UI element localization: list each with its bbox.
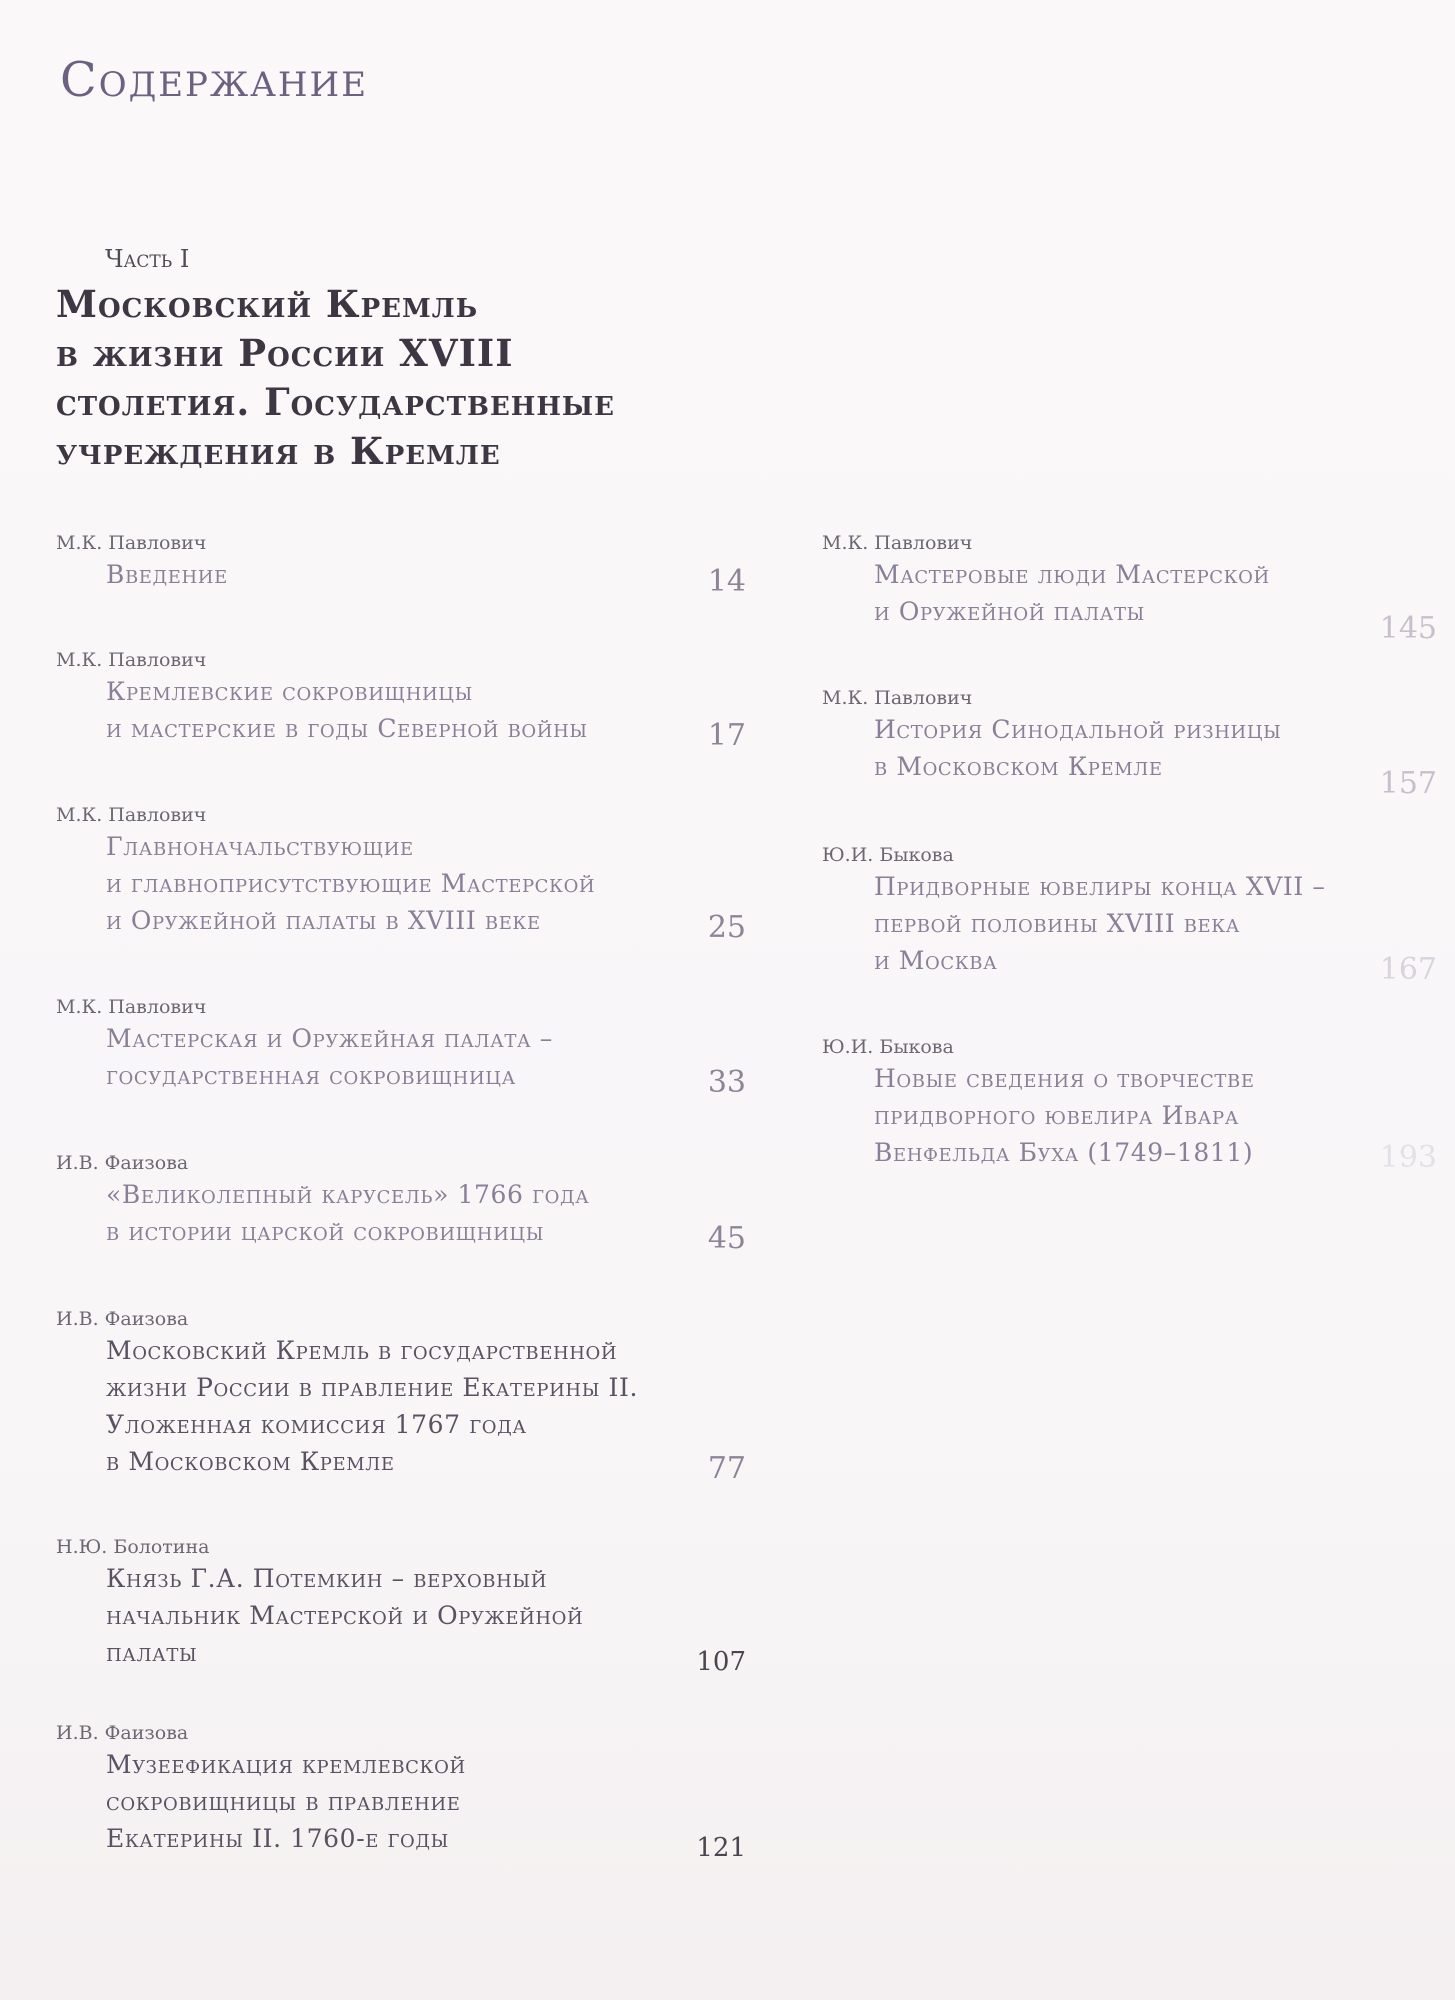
entry-title-line: Мастеровые люди Мастерской [874,560,1270,589]
entry-title-line: Московский Кремль в государственной [106,1336,618,1365]
entry-title-line: Кремлевские сокровищницы [106,677,473,706]
entry-title-line: Музеефикация кремлевской [106,1750,466,1779]
toc-title: Содержание [60,52,369,108]
entry-body [874,1060,1437,1175]
entry-title-line: и главноприсутствующие Мастерской [106,869,596,898]
entry-title-line: Екатерины II. 1760-е годы [106,1824,449,1853]
entry-title-line: в истории царской сокровищницы [106,1217,544,1246]
entry-title-line: сокровищницы в правление [106,1787,461,1816]
entry-title [874,711,1367,785]
entry-author: М.К. Павлович [56,532,207,554]
entry-title [106,1746,666,1857]
toc-entry[interactable] [56,1150,746,1256]
entry-page-number: 145 [1379,611,1437,646]
entry-author: М.К. Павлович [56,996,207,1018]
toc-entry[interactable] [56,1306,746,1486]
part-title [56,280,756,476]
entry-title [874,868,1367,979]
part-title-line: Московский Кремль [56,282,479,326]
entry-author: Ю.И. Быкова [822,844,954,866]
entry-title-line: в Московском Кремле [874,752,1163,781]
part-title-line: учреждения в Кремле [56,429,501,473]
entry-body [874,868,1437,987]
entry-body [874,711,1437,801]
entry-page-number: 157 [1379,766,1437,801]
entry-title-line: Главноначальствующие [106,832,414,861]
entry-page-number: 121 [696,1833,746,1863]
entry-author: М.К. Павлович [822,532,973,554]
entry-title-line: и Оружейной палаты в XVIII веке [106,906,541,935]
entry-title-line: и мастерские в годы Северной войны [106,714,588,743]
entry-title [106,556,666,593]
entry-page-number: 17 [707,718,746,753]
entry-author: М.К. Павлович [822,687,973,709]
entry-page-number: 107 [696,1647,746,1677]
entry-body [106,556,746,599]
entry-author: Н.Ю. Болотина [56,1536,210,1558]
entry-title-line: придворного ювелира Ивара [874,1101,1239,1130]
entry-title-line: Князь Г.А. Потемкин – верховный [106,1564,548,1593]
entry-title [106,828,666,939]
entry-page-number: 33 [707,1065,746,1100]
part-title-line: столетия. Государственные [56,380,615,424]
entry-page-number: 25 [707,910,746,945]
entry-title-line: Венфельда Буха (1749–1811) [874,1138,1254,1167]
toc-entry[interactable] [822,1034,1437,1175]
entry-title [874,556,1367,630]
entry-body [106,828,746,945]
entry-title-line: «Великолепный карусель» 1766 года [106,1180,590,1209]
entry-title [106,1560,666,1671]
entry-page-number: 14 [707,564,746,599]
entry-title-line: в Московском Кремле [106,1447,395,1476]
entry-title-line: и Оружейной палаты [874,597,1145,626]
entry-title-line: Мастерская и Оружейная палата – [106,1024,553,1053]
entry-author: М.К. Павлович [56,649,207,671]
part-label: Часть I [105,245,190,273]
entry-body [106,1332,746,1486]
entry-author: Ю.И. Быкова [822,1036,954,1058]
entry-body [106,1176,746,1256]
toc-entry[interactable] [56,802,746,945]
toc-entry[interactable] [822,685,1437,801]
entry-page-number: 77 [707,1451,746,1486]
toc-entry[interactable] [822,530,1437,646]
entry-title [106,673,666,747]
entry-title-line: первой половины XVIII века [874,909,1241,938]
toc-entry[interactable] [56,1720,746,1863]
entry-title-line: Новые сведения о творчестве [874,1064,1255,1093]
entry-title-line: Введение [106,560,228,589]
toc-entry[interactable] [56,530,746,599]
entry-title-line: государственная сокровищница [106,1061,516,1090]
entry-title-line: История Синодальной ризницы [874,715,1282,744]
entry-author: И.В. Фаизова [56,1152,189,1174]
entry-body [874,556,1437,646]
entry-title [106,1332,666,1480]
entry-title-line: и Москва [874,946,998,975]
entry-title-line: начальник Мастерской и Оружейной [106,1601,584,1630]
toc-entry[interactable] [56,1534,746,1677]
entry-title-line: палаты [106,1638,198,1667]
entry-author: М.К. Павлович [56,804,207,826]
toc-entry[interactable] [56,647,746,753]
entry-title-line: жизни России в правление Екатерины II. [106,1373,639,1402]
entry-page-number: 45 [707,1221,746,1256]
toc-entry[interactable] [56,994,746,1100]
entry-title [106,1020,666,1094]
entry-title [874,1060,1367,1171]
entry-body [106,1746,746,1863]
toc-entry[interactable] [822,842,1437,987]
part-title-line: в жизни России XVIII [56,331,514,375]
entry-page-number: 193 [1379,1140,1437,1175]
entry-title-line: Придворные ювелиры конца XVII – [874,872,1326,901]
entry-title [106,1176,666,1250]
entry-body [106,673,746,753]
entry-page-number: 167 [1379,952,1437,987]
entry-author: И.В. Фаизова [56,1308,189,1330]
entry-author: И.В. Фаизова [56,1722,189,1744]
entry-title-line: Уложенная комиссия 1767 года [106,1410,527,1439]
entry-body [106,1560,746,1677]
entry-body [106,1020,746,1100]
